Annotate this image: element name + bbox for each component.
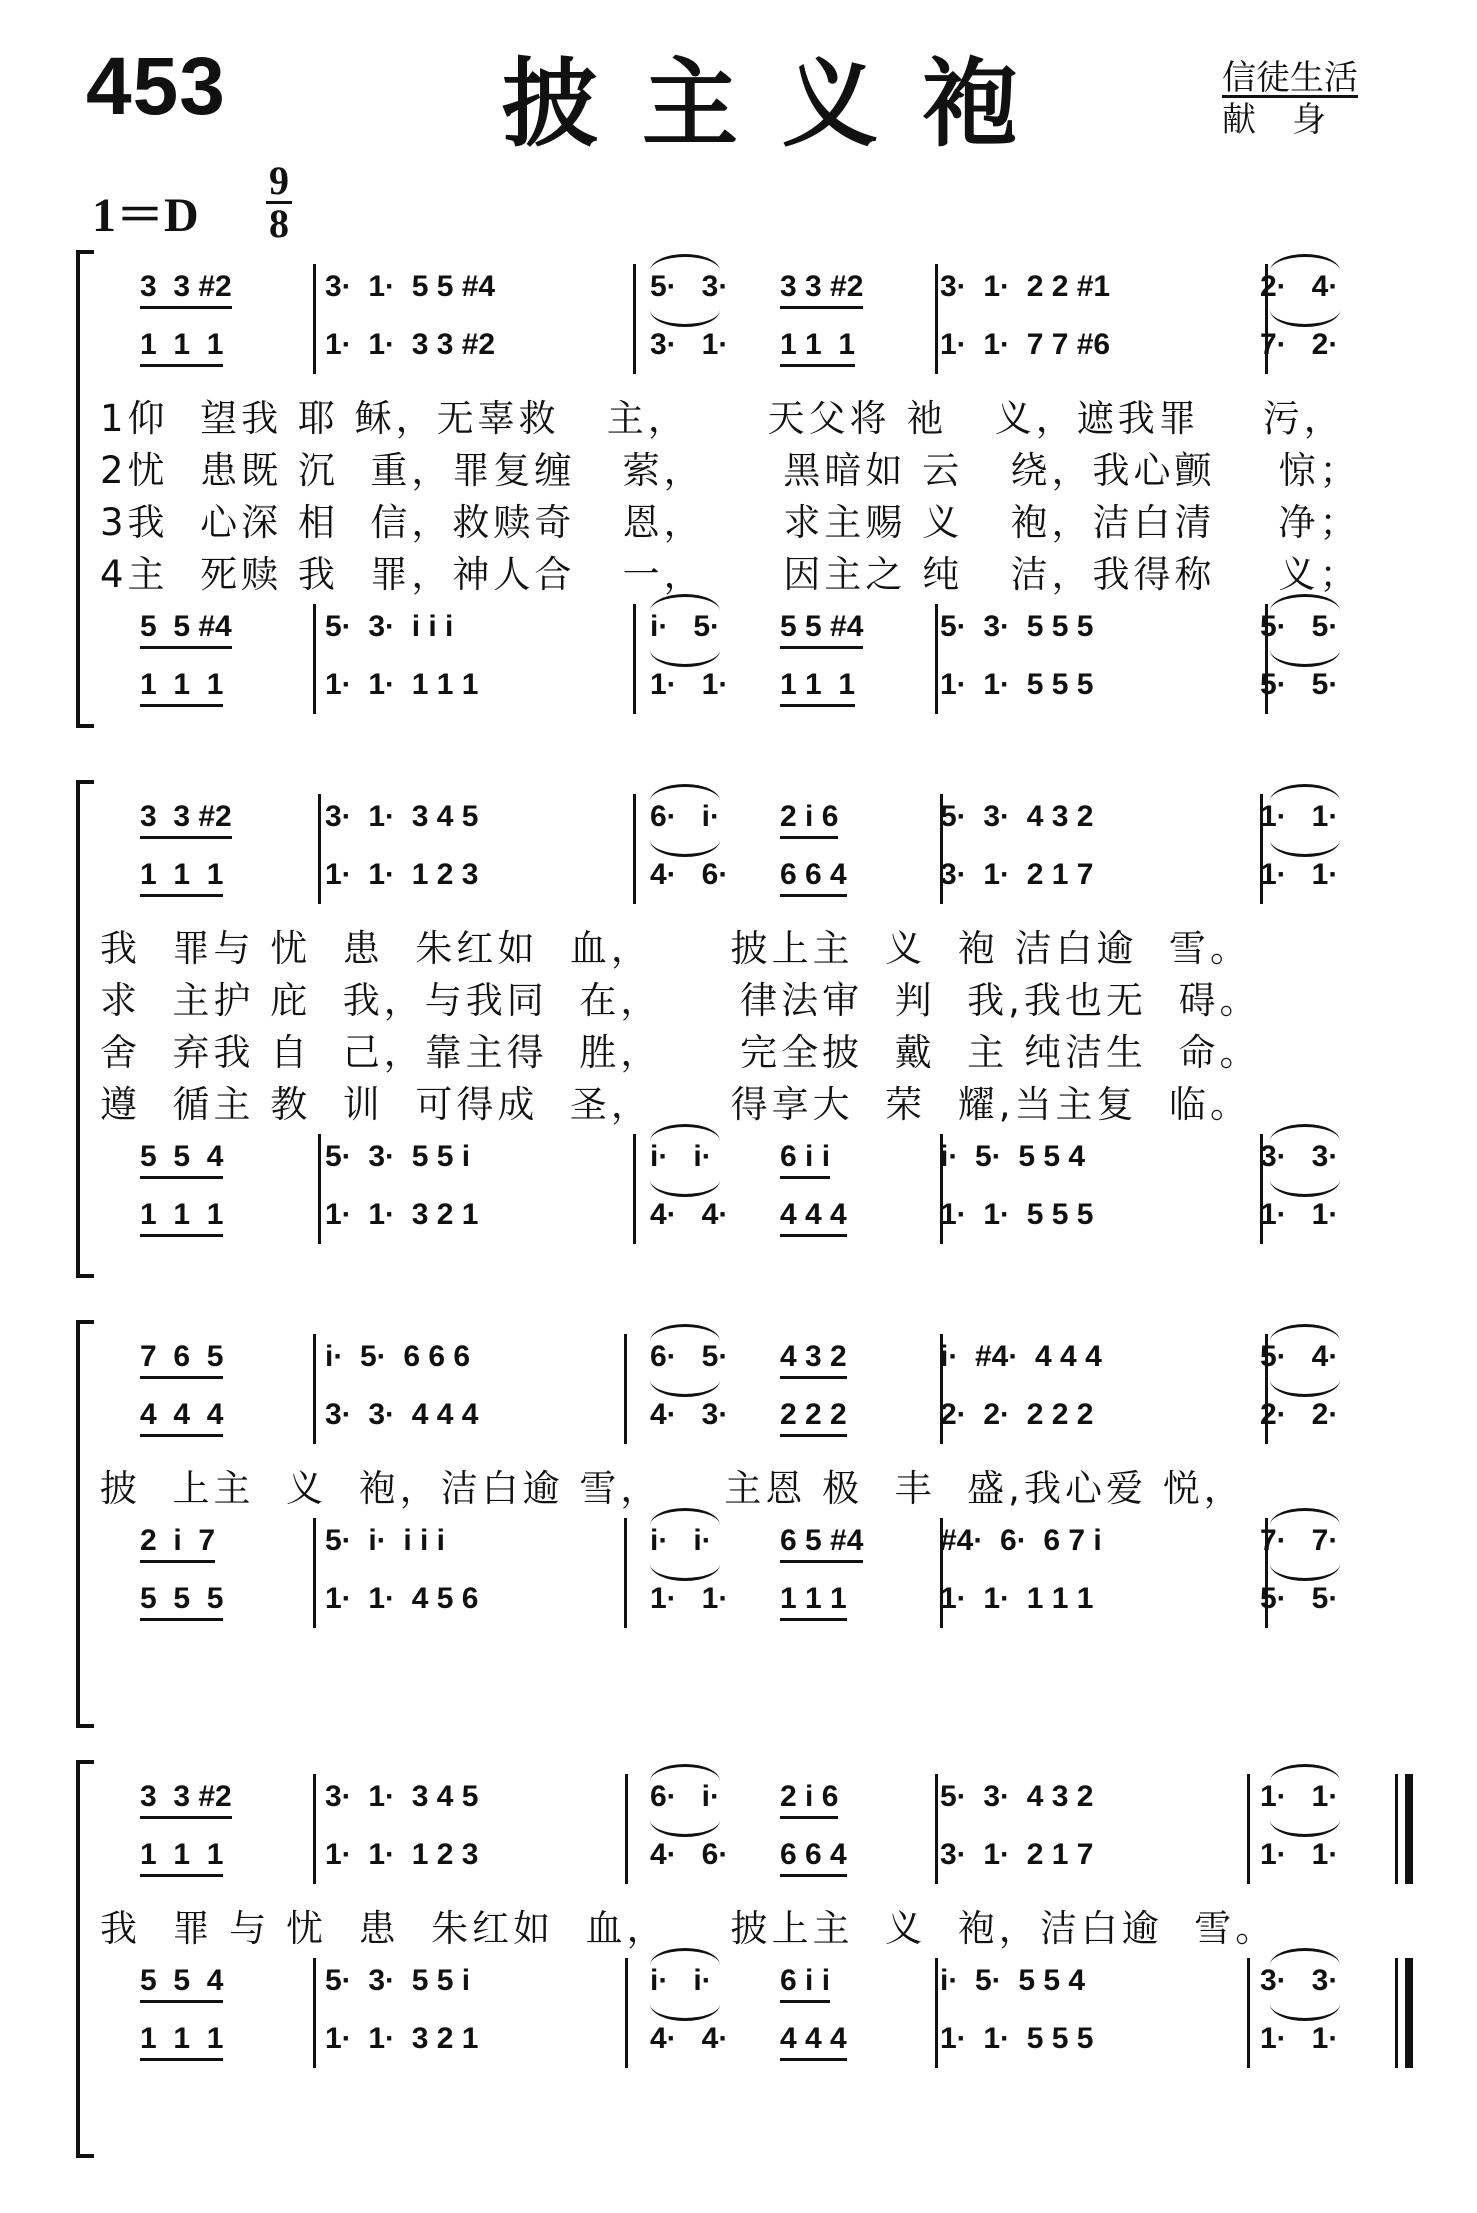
lyric-verse-1: 我 罪 与 忧 患 朱红如 血， 披上主 义 袍，洁白逾 雪。 — [100, 1907, 1277, 1950]
slur — [650, 840, 720, 857]
note-group: 2· 2· 2 2 2 — [940, 1398, 1094, 1431]
note-group: 6· i· — [650, 1780, 721, 1813]
note-group: 6· 5· — [650, 1340, 729, 1373]
slur — [1270, 650, 1340, 667]
note-group: i· i· — [650, 1140, 712, 1173]
note-group: 6 i i — [780, 1964, 830, 2003]
note-group: 6 6 4 — [780, 1838, 847, 1877]
note-group: 1· 1· 3 2 1 — [325, 2022, 479, 2055]
note-group: 5 5 #4 — [780, 610, 863, 649]
hymn-category: 信徒生活 — [1222, 58, 1358, 98]
note-group: 3 3 #2 — [780, 270, 863, 309]
slur — [650, 784, 720, 801]
note-group: 1· 1· 1 1 1 — [325, 668, 479, 701]
upper-voice-1 — [130, 800, 1430, 840]
slur — [650, 1820, 720, 1837]
system-bracket — [76, 1320, 94, 1728]
slur — [1270, 1820, 1340, 1837]
note-group: 1· 1· 3 2 1 — [325, 1198, 479, 1231]
slur — [650, 594, 720, 611]
key-signature: 1＝D — [92, 189, 199, 242]
note-group: 4· 4· — [650, 2022, 729, 2055]
note-group: 1· 1· 4 5 6 — [325, 1582, 479, 1615]
upper-voice-2 — [130, 1398, 1430, 1438]
note-group: 5· 3· — [650, 270, 729, 303]
note-group: 5· 3· 5 5 i — [325, 1140, 471, 1173]
lyric-verse-4: 4主 死赎 我 罪，神人合 一， 因主之 纯 洁，我得称 义； — [100, 553, 1361, 596]
system-2 — [0, 780, 1477, 1280]
note-group: i· i· — [650, 1524, 712, 1557]
hymn-title: 披主义袍 — [502, 48, 1062, 160]
note-group: 5· 3· 5 5 5 — [940, 610, 1094, 643]
slur — [1270, 1764, 1340, 1781]
note-group: 5· 3· i i i — [325, 610, 454, 643]
lower-voice-1 — [130, 1964, 1430, 2004]
note-group: 6 5 #4 — [780, 1524, 863, 1563]
lyric-verse-3: 舍 弃我 自 己，靠主得 胜， 完全披 戴 主 纯洁生 命。 — [100, 1031, 1261, 1074]
system-1 — [0, 250, 1477, 730]
note-group: #4· 6· 6 7 i — [940, 1524, 1102, 1557]
slur — [650, 1124, 720, 1141]
lower-voice-2 — [130, 1198, 1430, 1238]
lower-voice-1 — [130, 610, 1430, 650]
slur — [650, 254, 720, 271]
note-group: 3· 3· 4 4 4 — [325, 1398, 479, 1431]
slur — [650, 310, 720, 327]
slur — [1270, 1948, 1340, 1965]
note-group: 3· 1· 2 1 7 — [940, 1838, 1094, 1871]
note-group: 1 1 1 — [780, 668, 855, 707]
system-bracket — [76, 780, 94, 1278]
slur — [1270, 1380, 1340, 1397]
lower-voice-2 — [130, 668, 1430, 708]
note-group: 1· 1· 1 1 1 — [940, 1582, 1094, 1615]
note-group: 1· 1· 7 7 #6 — [940, 328, 1111, 361]
slur — [650, 1324, 720, 1341]
note-group: 1· 1· — [1260, 1198, 1339, 1231]
slur — [650, 1564, 720, 1581]
note-group: 3· 1· 3 4 5 — [325, 800, 479, 833]
upper-voice-2 — [130, 1838, 1430, 1878]
note-group: 1· 1· 3 3 #2 — [325, 328, 496, 361]
note-group: 2 i 6 — [780, 800, 838, 839]
note-group: 1· 1· — [1260, 800, 1339, 833]
note-group: 6· i· — [650, 800, 721, 833]
note-group: i· i· — [650, 1964, 712, 1997]
slur — [650, 1380, 720, 1397]
upper-voice-2 — [130, 858, 1430, 898]
note-group: 1 1 1 — [140, 1838, 223, 1877]
note-group: 6 6 4 — [780, 858, 847, 897]
lyric-verse-1: 我 罪与 忧 患 朱红如 血， 披上主 义 袍 洁白逾 雪。 — [100, 927, 1251, 970]
upper-voice-1 — [130, 1340, 1430, 1380]
note-group: 1 1 1 — [140, 858, 223, 897]
note-group: 3· 1· 3 4 5 — [325, 1780, 479, 1813]
note-group: 2· 4· — [1260, 270, 1339, 303]
note-group: 1· 1· 5 5 5 — [940, 1198, 1094, 1231]
note-group: 2 i 6 — [780, 1780, 838, 1819]
system-bracket — [76, 250, 94, 728]
note-group: 5· 3· 4 3 2 — [940, 800, 1094, 833]
slur — [1270, 1508, 1340, 1525]
slur — [1270, 784, 1340, 801]
note-group: 1 1 1 — [140, 1198, 223, 1237]
note-group: 1 1 1 — [140, 668, 223, 707]
lyric-verse-4: 遵 循主 教 训 可得成 圣， 得享大 荣 耀,当主复 临。 — [100, 1083, 1251, 1126]
note-group: 2· 2· — [1260, 1398, 1339, 1431]
slur — [1270, 254, 1340, 271]
note-group: 5 5 5 — [140, 1582, 223, 1621]
note-group: 1· 1· 5 5 5 — [940, 2022, 1094, 2055]
note-group: 3 3 #2 — [140, 1780, 232, 1819]
note-group: 5 5 #4 — [140, 610, 232, 649]
slur — [650, 1948, 720, 1965]
note-group: 6 i i — [780, 1140, 830, 1179]
note-group: 3· 3· — [1260, 1964, 1339, 1997]
note-group: 7 6 5 — [140, 1340, 223, 1379]
note-group: 7· 2· — [1260, 328, 1339, 361]
note-group: 5 5 4 — [140, 1140, 223, 1179]
note-group: 5· i· i i i — [325, 1524, 446, 1557]
note-group: 1· 1· — [1260, 1838, 1339, 1871]
lyric-verse-2: 2忧 患既 沉 重，罪复缠 萦， 黑暗如 云 绕，我心颤 惊； — [100, 449, 1361, 492]
note-group: 4· 6· — [650, 858, 729, 891]
note-group: 4· 3· — [650, 1398, 729, 1431]
note-group: 7· 7· — [1260, 1524, 1339, 1557]
lower-voice-1 — [130, 1524, 1430, 1564]
lower-voice-2 — [130, 1582, 1430, 1622]
slur — [1270, 2004, 1340, 2021]
note-group: 4 4 4 — [780, 1198, 847, 1237]
note-group: 2 i 7 — [140, 1524, 215, 1563]
slur — [1270, 310, 1340, 327]
upper-voice-2 — [130, 328, 1430, 368]
slur — [1270, 1564, 1340, 1581]
note-group: 5· 4· — [1260, 1340, 1339, 1373]
slur — [1270, 1124, 1340, 1141]
slur — [1270, 840, 1340, 857]
system-3 — [0, 1320, 1477, 1730]
note-group: 1 1 1 — [780, 328, 855, 367]
lyric-verse-2: 求 主护 庇 我，与我同 在， 律法审 判 我,我也无 碍。 — [100, 979, 1261, 1022]
note-group: 1· 1· — [1260, 858, 1339, 891]
note-group: 1· 1· 5 5 5 — [940, 668, 1094, 701]
note-group: 2 2 2 — [780, 1398, 847, 1437]
note-group: 1· 1· — [1260, 2022, 1339, 2055]
system-bracket — [76, 1760, 94, 2158]
slur — [650, 1764, 720, 1781]
slur — [1270, 1180, 1340, 1197]
note-group: 3· 1· — [650, 328, 729, 361]
lower-voice-2 — [130, 2022, 1430, 2062]
note-group: 3· 1· 2 1 7 — [940, 858, 1094, 891]
slur — [650, 1508, 720, 1525]
slur — [1270, 594, 1340, 611]
note-group: i· 5· 5 5 4 — [940, 1140, 1086, 1173]
note-group: 3· 3· — [1260, 1140, 1339, 1173]
slur — [1270, 1324, 1340, 1341]
note-group: 3 3 #2 — [140, 800, 232, 839]
note-group: 1 1 1 — [140, 328, 223, 367]
note-group: 4· 4· — [650, 1198, 729, 1231]
note-group: 4· 6· — [650, 1838, 729, 1871]
hymn-subcategory: 献身 — [1222, 100, 1362, 140]
upper-voice-1 — [130, 270, 1430, 310]
system-4 — [0, 1760, 1477, 2160]
slur — [650, 650, 720, 667]
note-group: 3 3 #2 — [140, 270, 232, 309]
note-group: 1· 1· — [1260, 1780, 1339, 1813]
time-signature-numerator: 9 — [269, 158, 289, 203]
lyric-verse-1: 1仰 望我 耶 稣，无辜救 主， 天父将 祂 义，遮我罪 污， — [100, 397, 1345, 440]
note-group: 5· 3· 5 5 i — [325, 1964, 471, 1997]
note-group: 4 4 4 — [780, 2022, 847, 2061]
note-group: 4 4 4 — [140, 1398, 223, 1437]
lyric-verse-1: 披 上主 义 袍，洁白逾 雪， 主恩 极 丰 盛,我心爱 悦， — [100, 1467, 1245, 1510]
note-group: 3· 1· 2 2 #1 — [940, 270, 1111, 303]
note-group: 5· 5· — [1260, 668, 1339, 701]
time-signature-denominator: 8 — [269, 201, 289, 246]
note-group: 5· 5· — [1260, 1582, 1339, 1615]
hymn-number: 453 — [86, 41, 226, 132]
note-group: 1· 1· 1 2 3 — [325, 858, 479, 891]
note-group: 1 1 1 — [140, 2022, 223, 2061]
note-group: 1· 1· 1 2 3 — [325, 1838, 479, 1871]
lyric-verse-3: 3我 心深 相 信，救赎奇 恩， 求主赐 义 袍，洁白清 净； — [100, 501, 1361, 544]
slur — [650, 1180, 720, 1197]
note-group: 5 5 4 — [140, 1964, 223, 2003]
time-signature — [266, 158, 292, 246]
note-group: 3· 1· 5 5 #4 — [325, 270, 496, 303]
note-group: 5· 3· 4 3 2 — [940, 1780, 1094, 1813]
note-group: 1· 1· — [650, 668, 729, 701]
note-group: i· 5· 6 6 6 — [325, 1340, 471, 1373]
slur — [650, 2004, 720, 2021]
note-group: i· 5· 5 5 4 — [940, 1964, 1086, 1997]
note-group: 5· 5· — [1260, 610, 1339, 643]
note-group: i· 5· — [650, 610, 721, 643]
lower-voice-1 — [130, 1140, 1430, 1180]
note-group: i· #4· 4 4 4 — [940, 1340, 1102, 1373]
note-group: 4 3 2 — [780, 1340, 847, 1379]
note-group: 1 1 1 — [780, 1582, 847, 1621]
upper-voice-1 — [130, 1780, 1430, 1820]
note-group: 1· 1· — [650, 1582, 729, 1615]
